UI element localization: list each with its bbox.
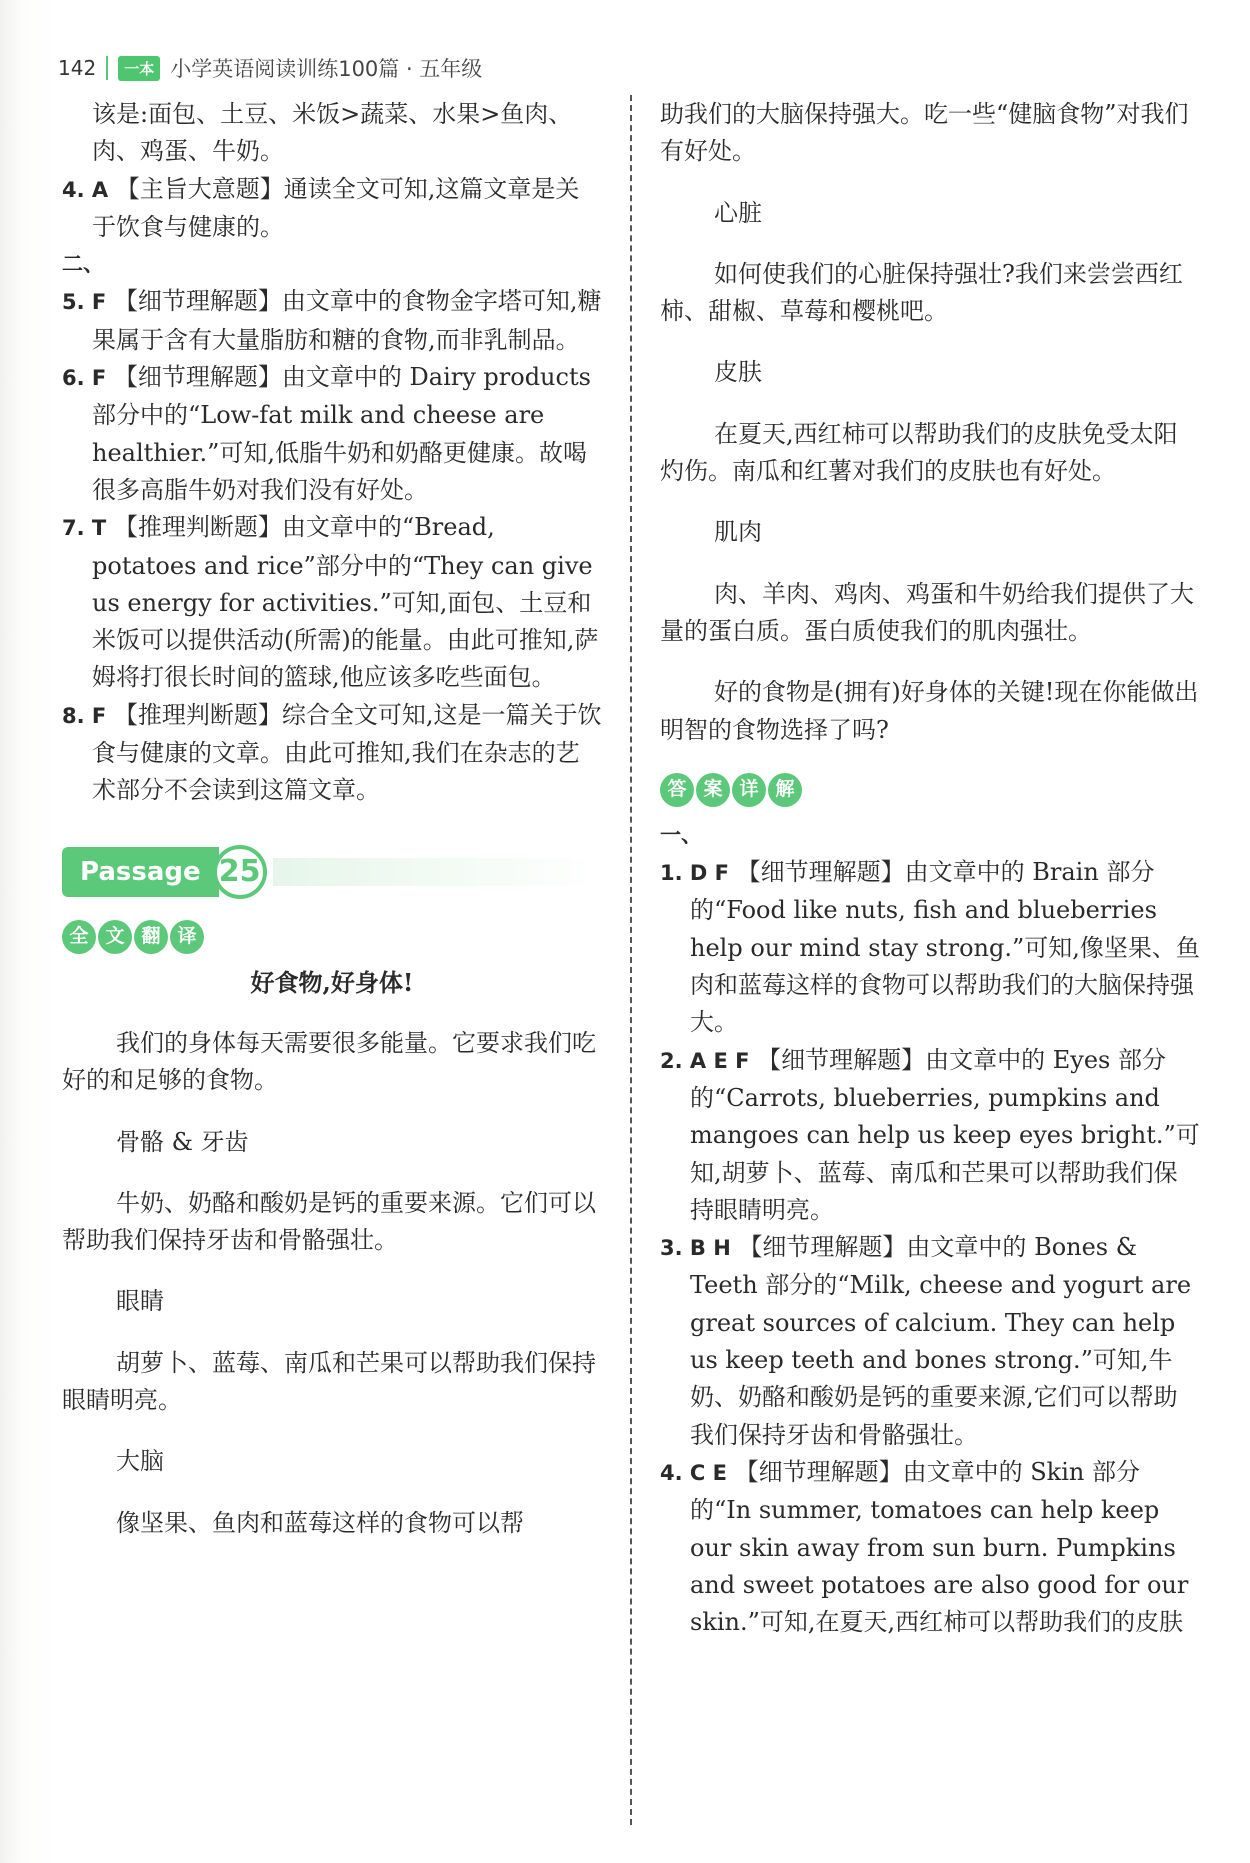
answer-text: 【细节理解题】由文章中的 Skin 部分的“In summer, tomatoes can help keep our skin away from sun burn. Pumpkins and sweet potatoes are also good for our skin.”可知,在夏天,西红柿可以帮助我们的皮肤 — [690, 1457, 1189, 1637]
answer-text: 【细节理解题】由文章中的 Bones & Teeth 部分的“Milk, cheese and yogurt are great sources of calcium. They can help us keep teeth and bones strong.”可知,牛奶、奶酪和酸奶是钙的重要来源,它们可以帮助我们保持牙齿和骨骼强壮。 — [690, 1233, 1192, 1449]
heading-char: 解 — [768, 773, 802, 807]
answer-text: 【主旨大意题】通读全文可知,这篇文章是关于饮食与健康的。 — [92, 174, 580, 241]
passage-banner — [62, 844, 602, 900]
answer-item-1 — [660, 854, 1200, 1041]
answer-mark: 7. T — [62, 516, 107, 541]
answer-mark: 3. B H — [660, 1236, 731, 1261]
translation-subheading: 大脑 — [116, 1447, 164, 1476]
translation-paragraph: 在夏天,西红柿可以帮助我们的皮肤免受太阳灼伤。南瓜和红薯对我们的皮肤也有好处。 — [660, 419, 1178, 486]
translation-subheading: 骨骼 & 牙齿 — [116, 1127, 249, 1156]
answer-item-5 — [62, 283, 602, 359]
answer-item-6 — [62, 359, 602, 509]
answer-mark: 4. A — [62, 177, 109, 202]
answer-mark: 4. C E — [660, 1460, 727, 1485]
answer-text: 【细节理解题】由文章中的 Dairy products 部分中的“Low-fat milk and cheese are healthier.”可知,低脂牛奶和奶酪更健康。故喝很多高脂牛奶对我们没有好处。 — [92, 363, 591, 504]
heading-char: 译 — [170, 920, 204, 954]
right-column — [660, 96, 1200, 1641]
answer-text: 【细节理解题】由文章中的 Brain 部分的“Food like nuts, fish and blueberries help our mind stay strong.”可知,像坚果、鱼肉和蓝莓这样的食物可以帮助我们的大脑保持强大。 — [690, 858, 1200, 1037]
passage-label: Passage — [62, 847, 219, 897]
answer-mark: 2. A E F — [660, 1048, 750, 1073]
heading-char: 文 — [98, 920, 132, 954]
answer-mark: 5. F — [62, 290, 107, 315]
answer-continuation: 该是:面包、土豆、米饭>蔬菜、水果>鱼肉、 肉、鸡蛋、牛奶。 — [92, 100, 573, 166]
heading-char: 全 — [62, 920, 96, 954]
heading-char: 答 — [660, 773, 694, 807]
answer-mark: 6. F — [62, 366, 107, 391]
answer-mark: 1. D F — [660, 861, 729, 886]
banner-decoration — [273, 858, 602, 886]
translation-paragraph: 好的食物是(拥有)好身体的关键!现在你能做出明智的食物选择了吗? — [660, 678, 1199, 744]
translation-title: 好食物,好身体! — [250, 967, 414, 997]
page-number: 142 — [58, 56, 97, 80]
brand-logo: 一本 — [118, 56, 160, 81]
answer-item-8 — [62, 697, 602, 810]
answer-mark: 8. F — [62, 703, 107, 728]
page-header — [58, 50, 482, 86]
answer-item-2 — [660, 1042, 1200, 1229]
book-title: 小学英语阅读训练100篇 · 五年级 — [170, 57, 483, 81]
translation-paragraph: 像坚果、鱼肉和蓝莓这样的食物可以帮 — [116, 1508, 524, 1537]
translation-paragraph: 胡萝卜、蓝莓、南瓜和芒果可以帮助我们保持眼睛明亮。 — [62, 1348, 596, 1415]
passage-number: 25 — [213, 845, 267, 899]
answer-text: 【细节理解题】由文章中的食物金字塔可知,糖果属于含有大量脂肪和糖的食物,而非乳制品。 — [92, 287, 602, 354]
translation-paragraph: 助我们的大脑保持强大。吃一些“健脑食物”对我们有好处。 — [660, 100, 1189, 166]
heading-char: 详 — [732, 773, 766, 807]
translation-subheading: 肌肉 — [714, 518, 762, 547]
translation-subheading: 皮肤 — [714, 358, 762, 387]
translation-subheading: 眼睛 — [116, 1287, 164, 1316]
answer-heading — [660, 773, 1200, 807]
heading-char: 翻 — [134, 920, 168, 954]
translation-heading — [62, 920, 602, 954]
header-divider — [106, 56, 108, 80]
answer-item-7 — [62, 509, 602, 696]
left-column — [62, 96, 602, 1566]
section-heading: 二、 — [62, 252, 104, 277]
answer-text: 【细节理解题】由文章中的 Eyes 部分的“Carrots, blueberries, pumpkins and mangoes can help us keep eyes bright.”可知,胡萝卜、蓝莓、南瓜和芒果可以帮助我们保持眼睛明亮。 — [690, 1045, 1200, 1224]
section-heading: 一、 — [660, 822, 702, 847]
answer-item-3 — [660, 1229, 1200, 1454]
column-divider — [630, 95, 632, 1825]
translation-paragraph: 牛奶、奶酪和酸奶是钙的重要来源。它们可以帮助我们保持牙齿和骨骼强壮。 — [62, 1188, 596, 1255]
answer-item-4 — [62, 171, 602, 247]
translation-paragraph: 肉、羊肉、鸡肉、鸡蛋和牛奶给我们提供了大量的蛋白质。蛋白质使我们的肌肉强壮。 — [660, 579, 1194, 645]
translation-paragraph: 如何使我们的心脏保持强壮?我们来尝尝西红柿、甜椒、草莓和樱桃吧。 — [660, 259, 1183, 326]
heading-char: 案 — [696, 773, 730, 807]
answer-text: 【推理判断题】综合全文可知,这是一篇关于饮食与健康的文章。由此可推知,我们在杂志的艺术部分不会读到这篇文章。 — [92, 700, 602, 805]
translation-paragraph: 我们的身体每天需要很多能量。它要求我们吃好的和足够的食物。 — [62, 1028, 596, 1095]
translation-subheading: 心脏 — [714, 198, 762, 227]
answer-item-4 — [660, 1454, 1200, 1641]
answer-text: 【推理判断题】由文章中的“Bread, potatoes and rice”部分中的“They can give us energy for activities.”可知,面包、土豆和米饭可以提供活动(所需)的能量。由此可推知,萨姆将打很长时间的篮球,他应该多吃些面包。 — [92, 513, 599, 692]
